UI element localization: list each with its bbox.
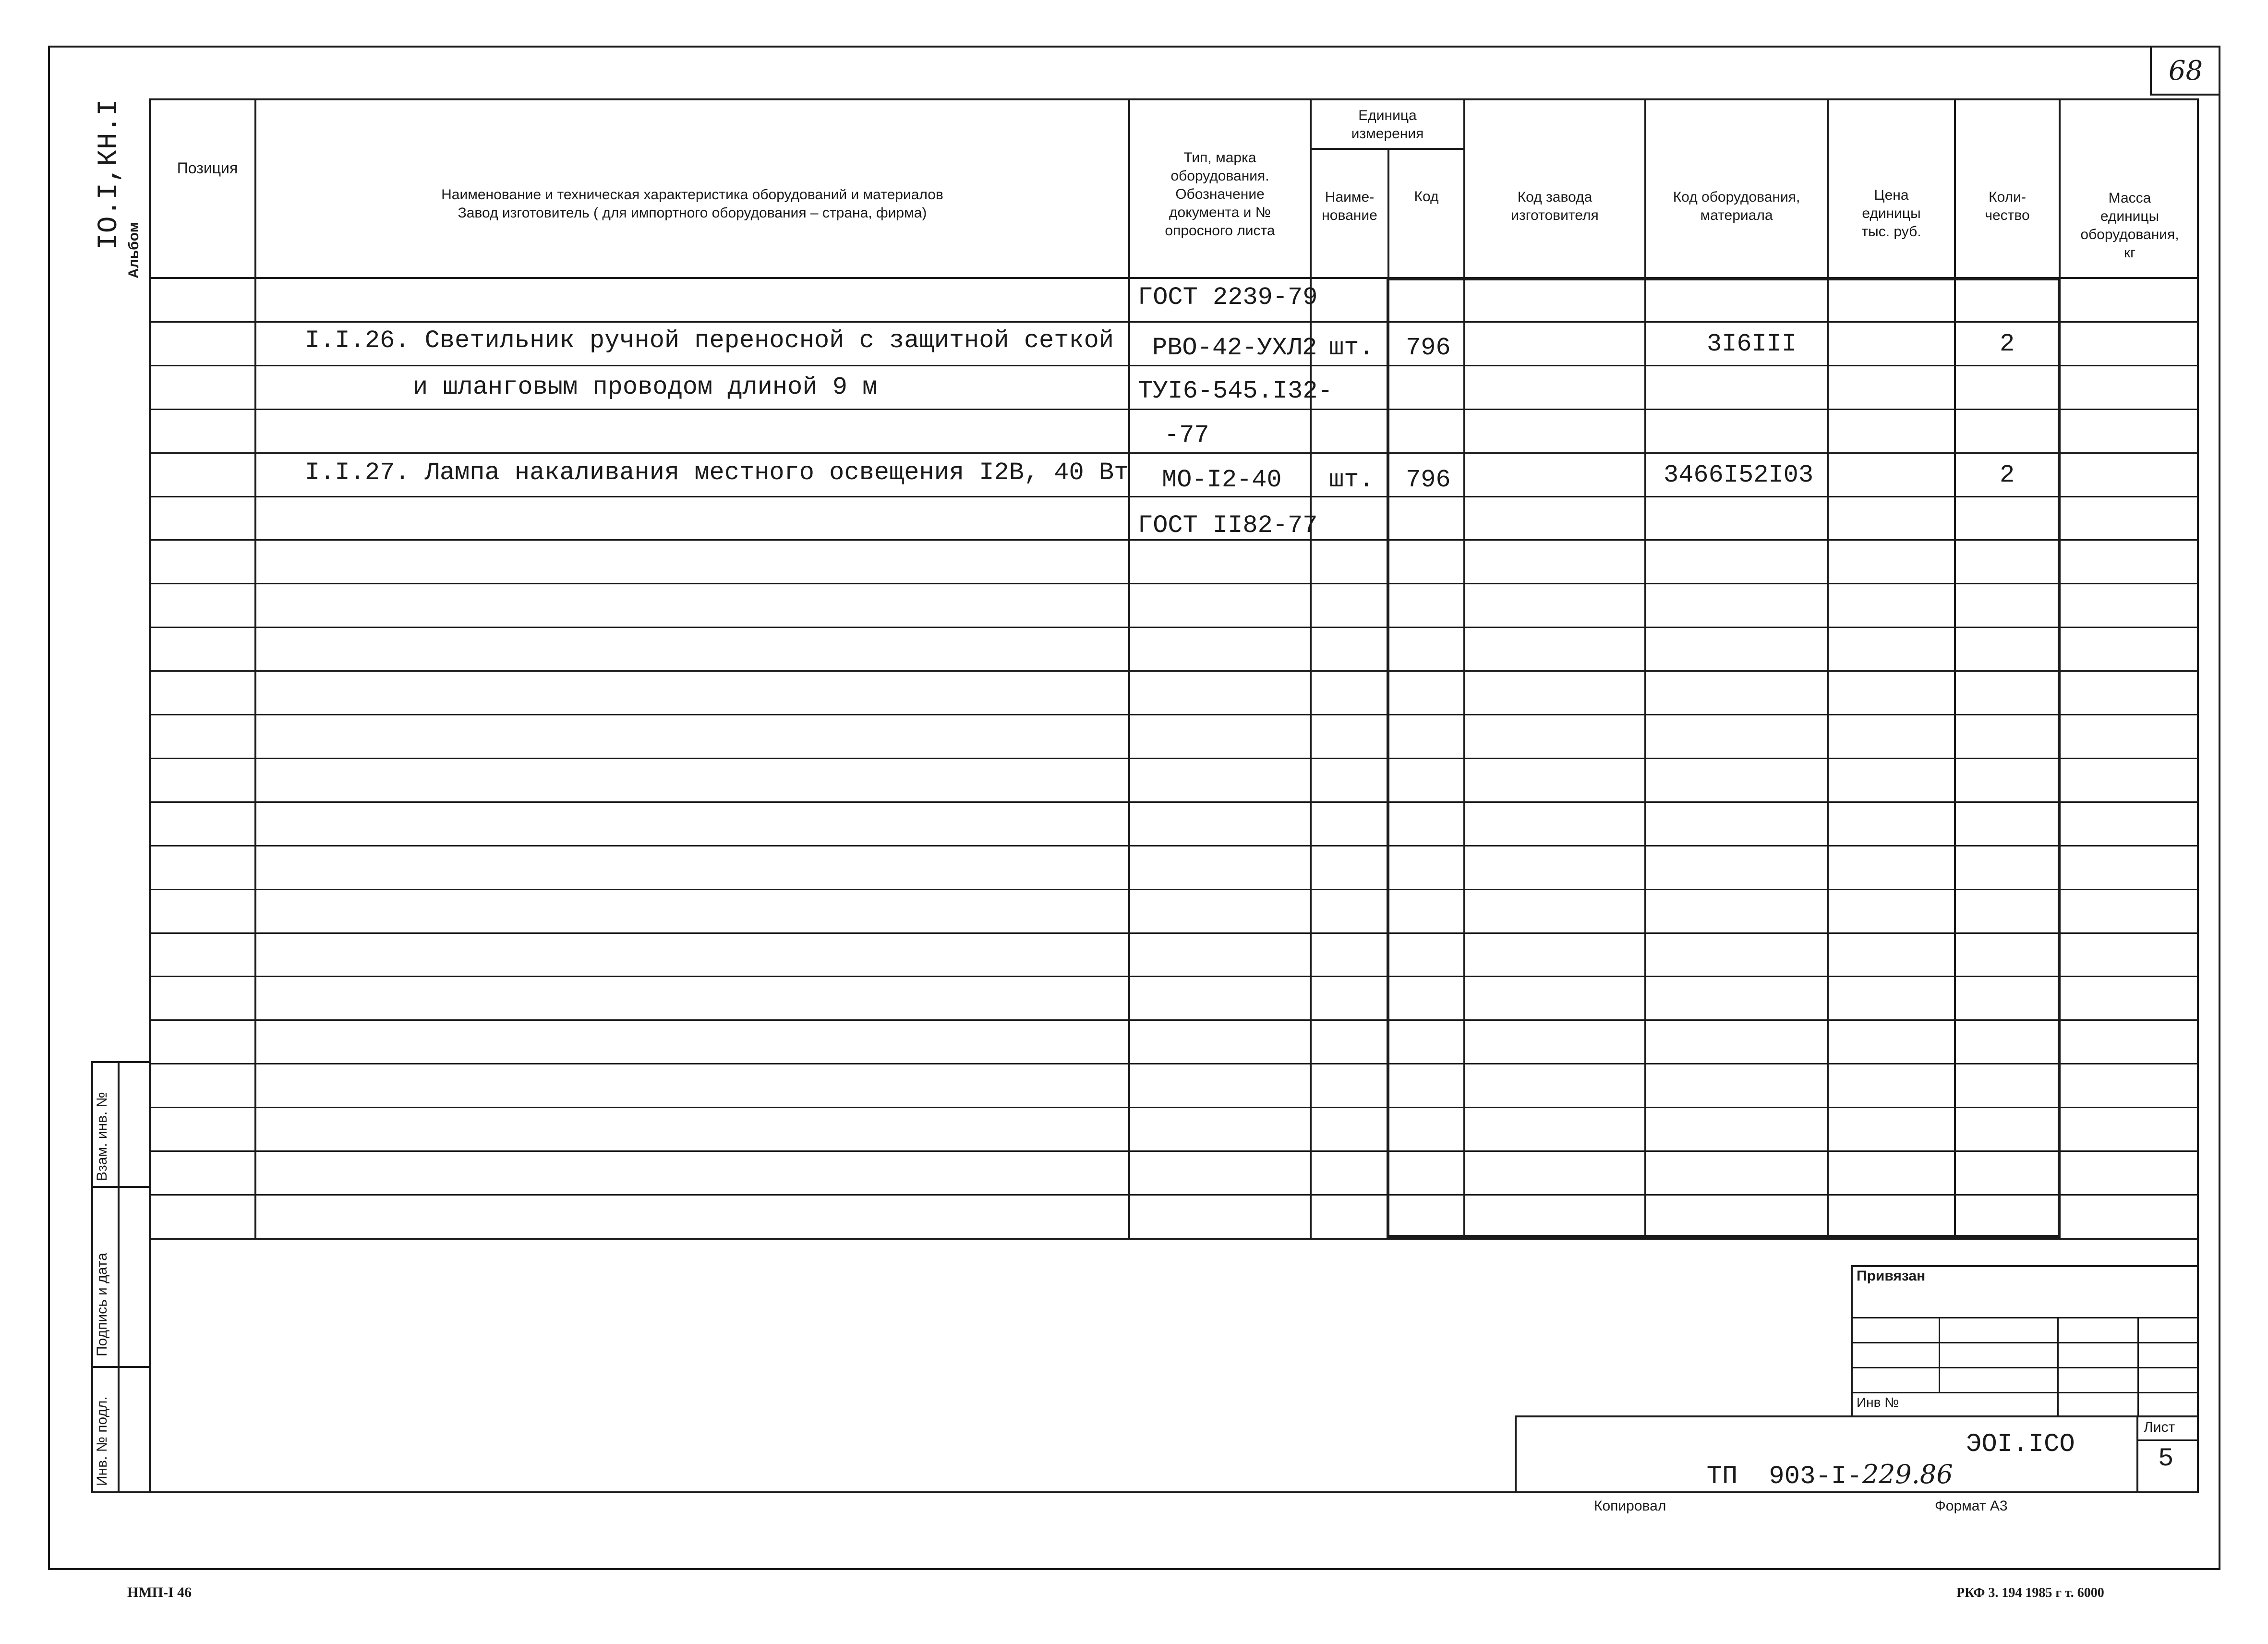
header-equip-code: Код оборудования, материала: [1673, 189, 1800, 223]
row-4-type: МО-I2-40: [1162, 466, 1282, 494]
title-block: [1515, 1415, 2199, 1493]
row-rule: [151, 714, 2197, 715]
doc-code-prefix: ТП 903-I-: [1706, 1462, 1862, 1491]
row-rule: [151, 845, 2197, 846]
row-rule: [151, 627, 2197, 628]
row-0-type: ГОСТ 2239-79: [1138, 283, 1318, 312]
row-2-type: ТУI6-545.I32-: [1138, 377, 1333, 405]
row-rule: [151, 932, 2197, 934]
privyazan-block: [1851, 1265, 2199, 1416]
row-5-type: ГОСТ II82-77: [1138, 511, 1318, 540]
side-podpis-data: Подпись и дата: [94, 1253, 110, 1356]
row-rule: [151, 1019, 2197, 1021]
row-4-name: I.I.27. Лампа накаливания местного освещения I2В, 40 Вт: [305, 459, 1129, 487]
copied-label: Копировал: [1594, 1498, 1666, 1514]
doc-mark: ЭОI.IСО: [1966, 1430, 2075, 1459]
footer-left-code: НМП-I 46: [127, 1584, 192, 1600]
row-rule: [151, 1107, 2197, 1108]
row-rule: [151, 1150, 2197, 1152]
row-1-qty: 2: [2000, 330, 2015, 358]
side-vzam-inv: Взам. инв. №: [94, 1092, 110, 1181]
header-unit-group: Единица измерения: [1351, 108, 1424, 142]
header-plant-code: Код завода изготовителя: [1511, 189, 1599, 223]
album-code: IO.I,КН.I: [94, 99, 125, 250]
row-1-unit: шт.: [1329, 334, 1374, 362]
row-rule: [151, 670, 2197, 672]
top-sheet-number: 68: [2168, 55, 2203, 86]
inv-no-label: Инв №: [1857, 1395, 1899, 1410]
header-unit-name: Наиме- нование: [1322, 189, 1377, 223]
header-name: Наименование и техническая характеристика оборудований и материалов Завод изготовитель ( для импортного оборудования – страна, фирма): [441, 187, 943, 221]
sheet-label: Лист: [2144, 1419, 2175, 1435]
row-rule: [151, 976, 2197, 977]
row-1-equip: 3I6III: [1707, 330, 1797, 358]
privyazan-label: Привязан: [1857, 1268, 1926, 1284]
row-3-type: -77: [1164, 421, 1209, 449]
sheet-value: 5: [2158, 1444, 2174, 1474]
row-1-type: РВО-42-УХЛ2: [1152, 334, 1317, 362]
album-label: Альбом: [126, 222, 142, 278]
row-rule: [151, 758, 2197, 759]
row-4-code: 796: [1406, 466, 1451, 494]
row-rule: [151, 1194, 2197, 1196]
header-mass: Масса единицы оборудования, кг: [2080, 190, 2179, 261]
row-1-code: 796: [1406, 334, 1451, 362]
row-rule: [151, 1063, 2197, 1064]
doc-code: [1644, 1430, 1953, 1521]
row-4-qty: 2: [2000, 461, 2015, 489]
header-position: Позиция: [177, 159, 238, 177]
row-4-equip: 3466I52I03: [1664, 461, 1814, 489]
header-type: Тип, марка оборудования. Обозначение документа и № опросного листа: [1165, 150, 1275, 239]
row-rule: [151, 889, 2197, 890]
row-4-unit: шт.: [1329, 466, 1374, 494]
row-1-name: I.I.26. Светильник ручной переносной с защитной сеткой: [305, 326, 1114, 355]
row-2-name: и шланговым проводом длиной 9 м: [413, 373, 878, 401]
header-price: Цена единицы тыс. руб.: [1861, 187, 1921, 240]
row-rule: [151, 583, 2197, 584]
footer-right-code: РКФ 3. 194 1985 г т. 6000: [1956, 1585, 2104, 1600]
side-inv-podl: Инв. № подл.: [94, 1396, 110, 1486]
header-unit-code: Код: [1414, 189, 1439, 205]
doc-code-hand: 229.86: [1862, 1459, 1953, 1489]
header-qty: Коли- чество: [1985, 189, 2030, 223]
row-rule: [151, 801, 2197, 803]
format-label: Формат А3: [1935, 1498, 2008, 1514]
